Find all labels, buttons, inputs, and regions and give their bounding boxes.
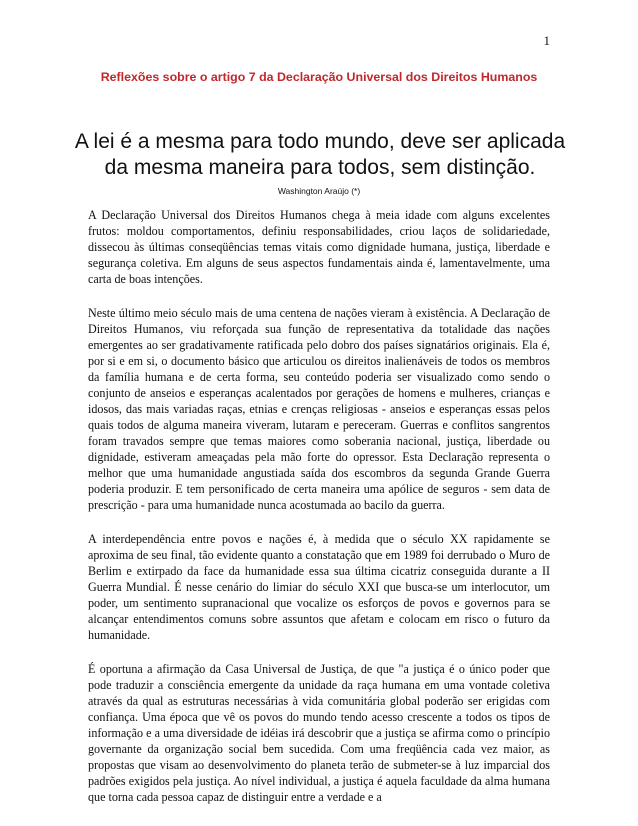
document-header: Reflexões sobre o artigo 7 da Declaração Universal dos Direitos Humanos — [100, 70, 538, 84]
author-byline: Washington Araújo (*) — [277, 186, 361, 196]
paragraph-2: Neste último meio século mais de uma centena de nações vieram à existência. A Declaração de Direitos Humanos, viu reforçada sua função de representativa da totalidade das nações emergentes ao ser gradativamente ratificada pelo dobro dos países signatários originais. Ela é, por si e em si, o documento básico que articulou os direitos inalienáveis de todos os membros da família humana e de certa forma, seu conteúdo poderia ser visualizado como sendo o conjunto de anseios e esperanças acalentados por gerações de homens e mulheres, crianças e idosos, das mais variadas raças, etnias e crenças religiosas - anseios e esperanças essas pelos quais todos de alguma maneira viveram, lutaram e pereceram. Guerras e conflitos sangrentos foram travados sempre que temas maiores como soberania nacional, justiça, liberdade ou dignidade, estiveram ameaçadas pela mão forte do opressor. Esta Declaração representa o melhor que uma humanidade angustiada saída dos escombros da segunda Grande Guerra poderia produzir. E tem personificado de certa maneira uma apólice de seguros - sem data de prescrição - para uma humanidade nunca acostumada ao bacilo da guerra. — [88, 306, 550, 512]
main-title — [70, 129, 570, 181]
body-text — [88, 207, 550, 823]
page-number: 1 — [543, 33, 550, 48]
paragraph-3: A interdependência entre povos e nações é, à medida que o século XX rapidamente se aproxima de seu final, tão evidente quanto a constatação que em 1989 foi derrubado o Muro de Berlim e extirpado da face da humanidade essa sua última cicatriz conseguida durante a II Guerra Mundial. É nesse cenário do limiar do século XXI que busca-se um interlocutor, um poder, um sentimento supranacional que vocalize os esforços de povos e governos para se alcançar entendimentos comuns sobre assuntos que afetam e colocam em risco o futuro da humanidade. — [88, 532, 550, 642]
main-title-line-2: da mesma maneira para todos, sem distinção. — [104, 156, 536, 179]
main-title-line-1: A lei é a mesma para todo mundo, deve ser aplicada — [74, 130, 566, 153]
paragraph-1: A Declaração Universal dos Direitos Humanos chega à meia idade com alguns excelentes frutos: moldou comportamentos, definiu responsabilidades, criou laços de solidariedade, dissecou às últimas conseqüências temas vitais como dignidade humana, justiça, liberdade e segurança coletiva. Em alguns de seus aspectos fundamentais ainda é, lamentavelmente, uma carta de boas intenções. — [88, 208, 550, 286]
paragraph-4: É oportuna a afirmação da Casa Universal de Justiça, de que "a justiça é o único poder que pode traduzir a consciência emergente da unidade da raça humana em uma vontade coletiva através da qual as estruturas necessárias à vida comunitária global poderão ser erigidas com confiança. Uma época que vê os povos do mundo tendo acesso crescente a todos os tipos de informação e a uma diversidade de idéias irá descobrir que a justiça se afirma como o princípio governante da organização social bem sucedida. Com uma freqüência cada vez maior, as propostas que visam ao desenvolvimento do planeta terão de submeter-se à luz imparcial dos padrões exigidos pela justiça. Ao nível individual, a justiça é aquela faculdade da alma humana que torna cada pessoa capaz de distinguir entre a verdade e a — [88, 662, 550, 804]
